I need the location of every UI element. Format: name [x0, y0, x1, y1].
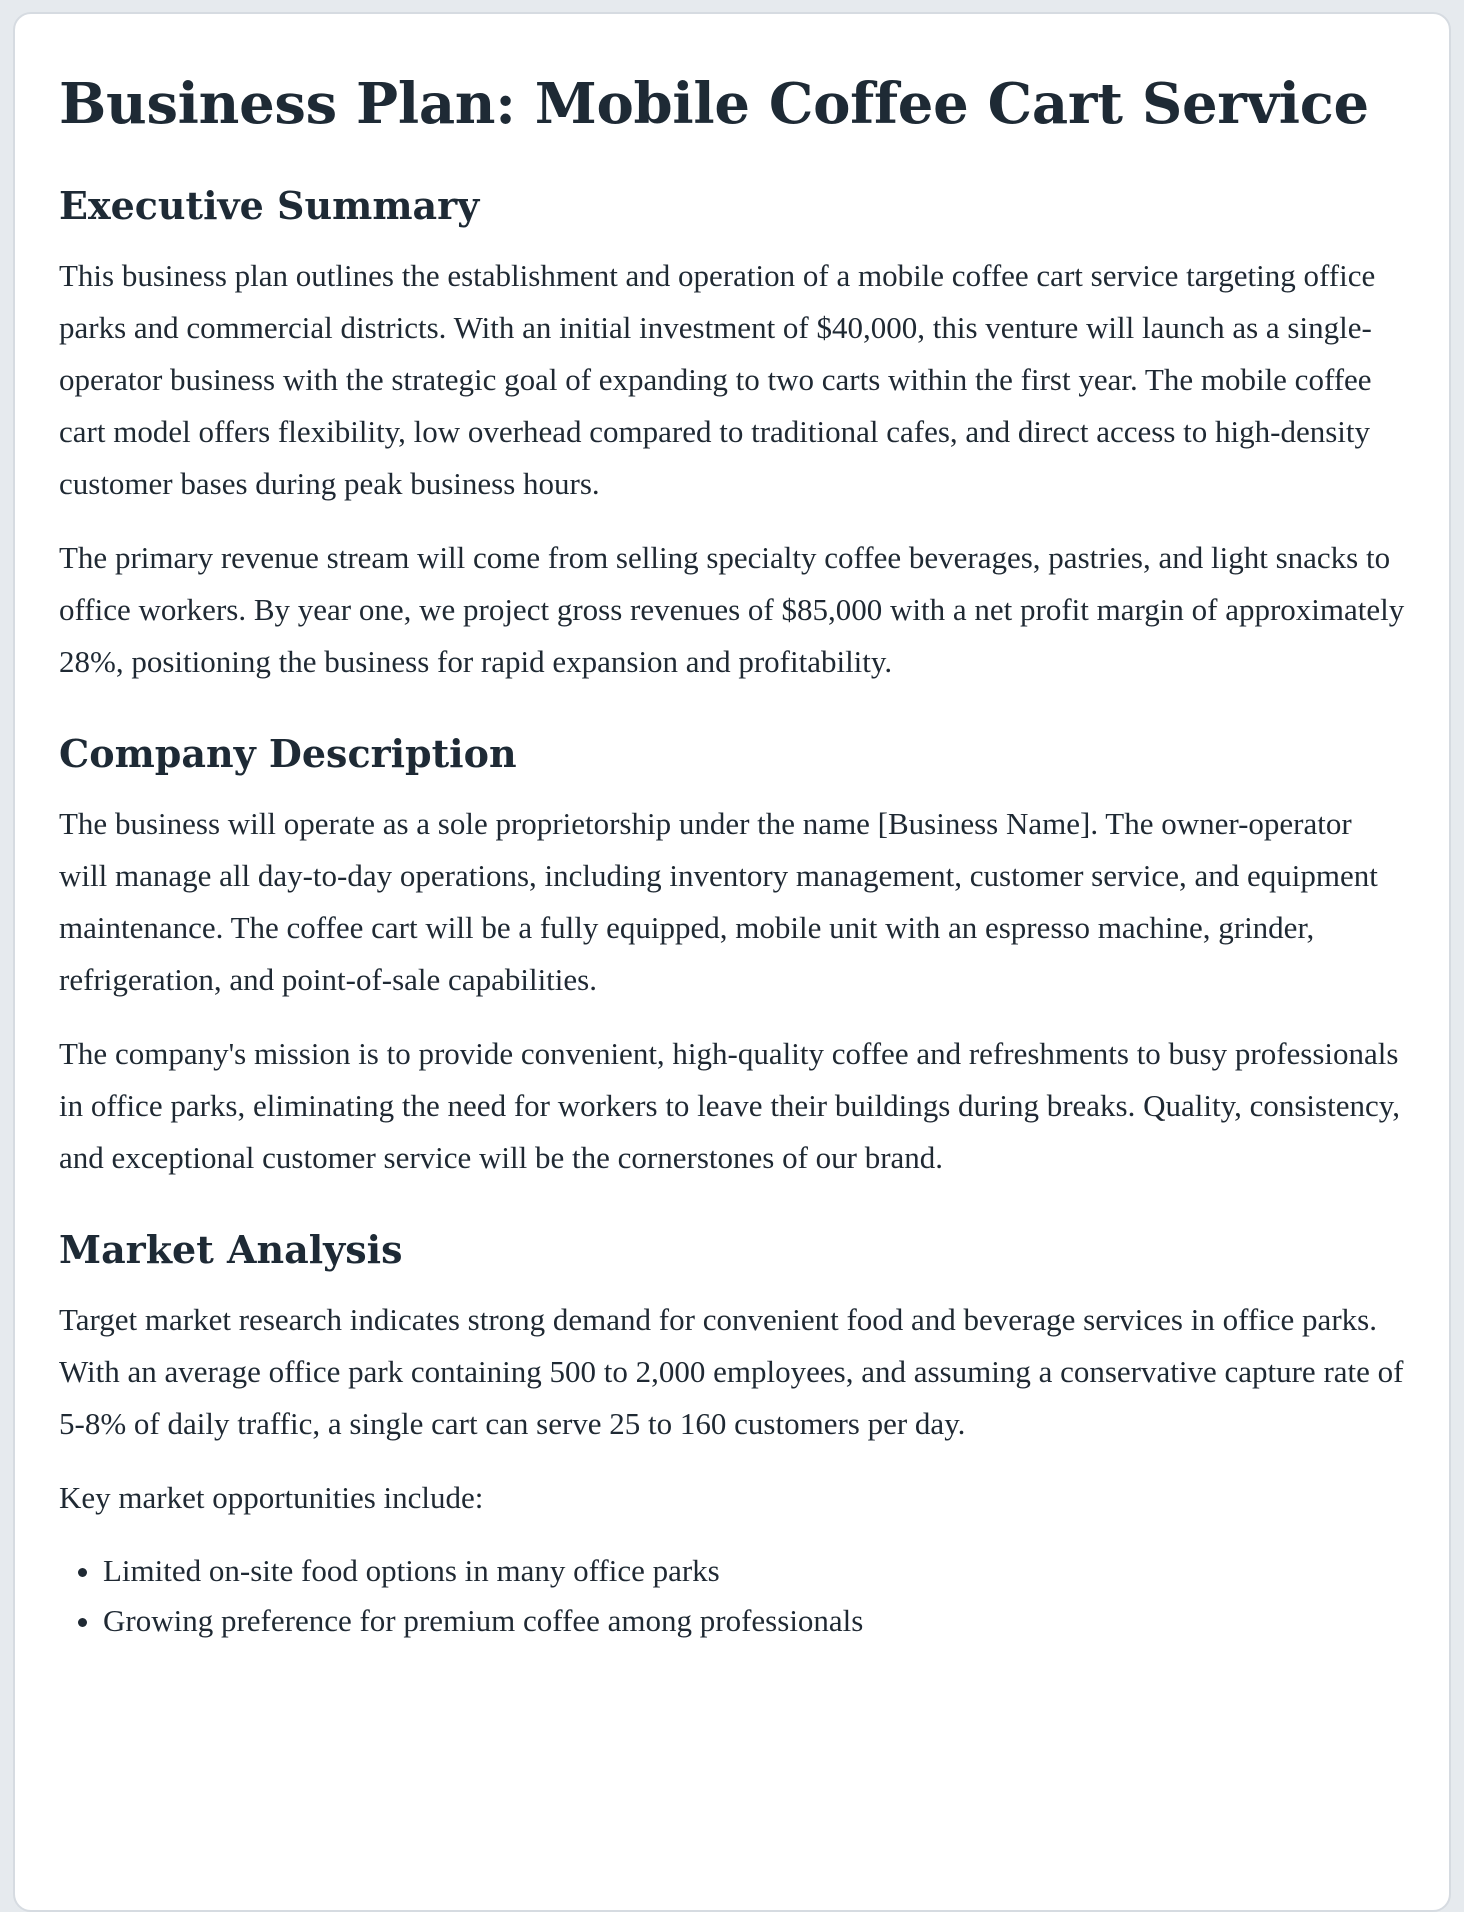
section-heading: Executive Summary	[59, 183, 480, 228]
paragraph: Target market research indicates strong demand for convenient food and beverage services in office parks. With an average office park containing 500 to 2,000 employees, and assuming a conservative capture rate of 5-8% of daily traffic, a single cart can serve 25 to 160 customers per day.	[59, 1302, 1404, 1441]
page-title: Business Plan: Mobile Coffee Cart Service	[59, 71, 1369, 137]
section-market-analysis	[59, 1228, 1405, 1646]
paragraph: The company's mission is to provide convenient, high-quality coffee and refreshments to busy professionals in office parks, eliminating the need for workers to leave their buildings during breaks. Quality, consistency, and exceptional customer service will be the cornerstones of our brand.	[59, 1036, 1400, 1175]
document-card	[13, 12, 1451, 1912]
section-company-description	[59, 732, 1405, 1184]
list-item: • Limited on-site food options in many office parks	[103, 1546, 1405, 1596]
section-heading: Market Analysis	[59, 1227, 403, 1272]
paragraph: Key market opportunities include:	[59, 1480, 484, 1515]
paragraph: The business will operate as a sole proprietorship under the name [Business Name]. The owner-operator will manage all day-to-day operations, including inventory management, customer service, and equipment maintenance. The coffee cart will be a fully equipped, mobile unit with an espresso machine, grinder, refrigeration, and point-of-sale capabilities.	[59, 806, 1378, 997]
paragraph: This business plan outlines the establishment and operation of a mobile coffee cart service targeting office parks and commercial districts. With an initial investment of $40,000, this venture will launch as a single-operator business with the strategic goal of expanding to two carts within the first year. The mobile coffee cart model offers flexibility, low overhead compared to traditional cafes, and direct access to high-density customer bases during peak business hours.	[59, 258, 1376, 501]
section-executive-summary	[59, 184, 1405, 688]
section-heading: Company Description	[59, 731, 517, 776]
paragraph: The primary revenue stream will come from selling specialty coffee beverages, pastries, and light snacks to office workers. By year one, we project gross revenues of $85,000 with a net profit margin of approximately 28%, positioning the business for rapid expansion and profitability.	[59, 540, 1405, 679]
opportunities-list	[59, 1546, 1405, 1646]
list-item: • Growing preference for premium coffee among professionals	[103, 1596, 1405, 1646]
